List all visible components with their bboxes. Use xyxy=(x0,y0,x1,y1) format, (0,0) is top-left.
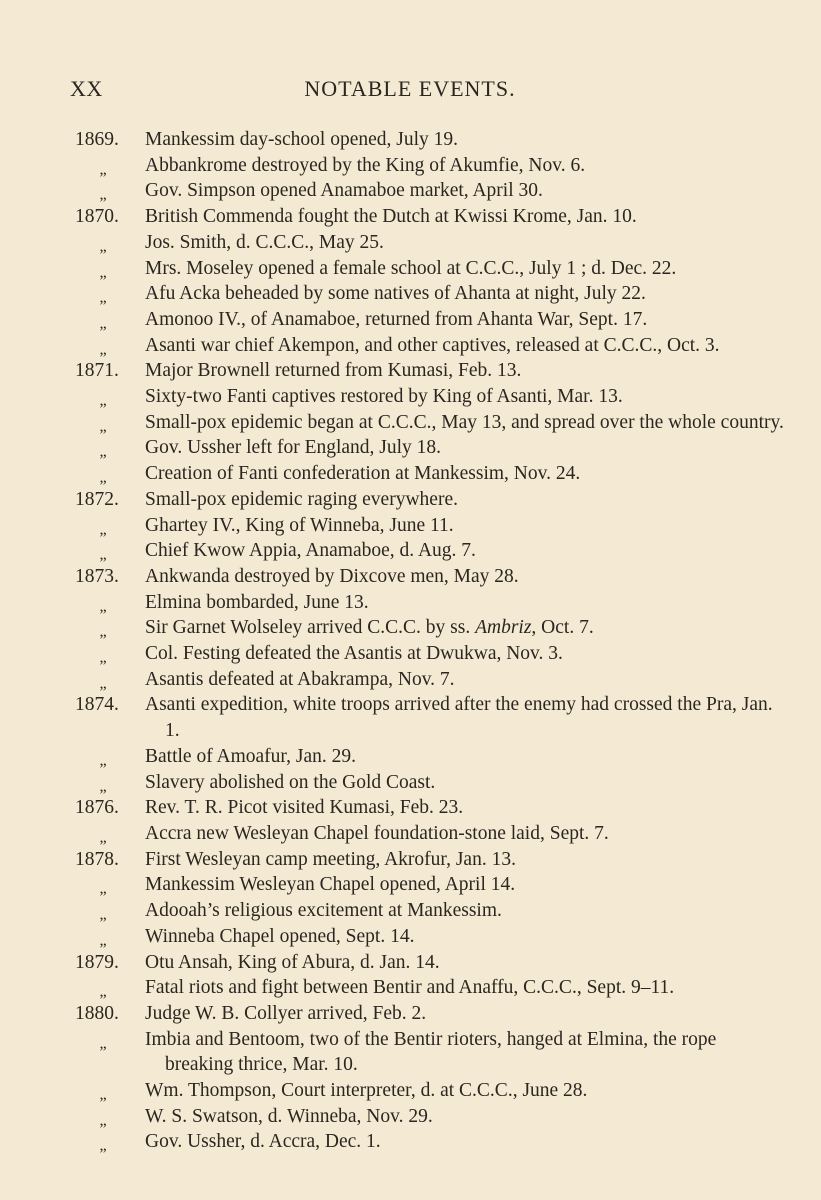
event-year: 1878. xyxy=(75,848,119,870)
event-text: Ghartey IV., King of Winneba, June 11. xyxy=(145,514,454,536)
event-year: 1876. xyxy=(75,797,119,819)
event-text: Slavery abolished on the Gold Coast. xyxy=(145,771,436,793)
event-entry xyxy=(0,256,821,282)
event-entry xyxy=(0,1001,821,1027)
event-entry xyxy=(0,153,821,179)
event-year: 1873. xyxy=(75,565,119,587)
event-text: Adooah’s religious excitement at Mankessim. xyxy=(145,900,502,922)
event-text: Imbia and Bentoom, two of the Bentir rioters, hanged at Elmina, the rope breaking thrice, Mar. 10. xyxy=(145,1028,717,1076)
ditto-mark: „ xyxy=(99,1034,107,1052)
event-text: Mankessim Wesleyan Chapel opened, April 14. xyxy=(145,874,516,896)
event-text: Ankwanda destroyed by Dixcove men, May 28. xyxy=(145,565,519,587)
event-text: Otu Ansah, King of Abura, d. Jan. 14. xyxy=(145,951,440,973)
ditto-mark: „ xyxy=(99,1137,107,1155)
events-list xyxy=(0,127,821,1155)
event-entry xyxy=(0,487,821,513)
ditto-mark: „ xyxy=(99,186,107,204)
event-text: Amonoo IV., of Anamaboe, returned from Ahanta War, Sept. 17. xyxy=(145,308,648,330)
event-text: Winneba Chapel opened, Sept. 14. xyxy=(145,925,415,947)
ship-name: Ambriz xyxy=(475,617,532,639)
ditto-mark: „ xyxy=(99,417,107,435)
event-entry xyxy=(0,435,821,461)
ditto-mark: „ xyxy=(99,623,107,641)
event-entry xyxy=(0,538,821,564)
event-entry xyxy=(0,898,821,924)
event-text: Accra new Wesleyan Chapel foundation-stone laid, Sept. 7. xyxy=(145,822,609,844)
event-text: Gov. Ussher left for England, July 18. xyxy=(145,437,442,459)
event-text: Asanti expedition, white troops arrived after the enemy had crossed the Pra, Jan. 1. xyxy=(145,694,773,742)
event-entry xyxy=(0,461,821,487)
ditto-mark: „ xyxy=(99,597,107,615)
event-text: Gov. Simpson opened Anamaboe market, April 30. xyxy=(145,180,543,202)
ditto-mark: „ xyxy=(99,880,107,898)
event-entry xyxy=(0,513,821,539)
ditto-mark: „ xyxy=(99,443,107,461)
event-text: Jos. Smith, d. C.C.C., May 25. xyxy=(145,231,384,253)
ditto-mark: „ xyxy=(99,263,107,281)
ditto-mark: „ xyxy=(99,520,107,538)
ditto-mark: „ xyxy=(99,751,107,769)
event-text: Abbankrome destroyed by the King of Akumfie, Nov. 6. xyxy=(145,154,586,176)
event-entry xyxy=(0,204,821,230)
ditto-mark: „ xyxy=(99,1086,107,1104)
event-text: Major Brownell returned from Kumasi, Feb. 13. xyxy=(145,360,522,382)
event-entry xyxy=(0,847,821,873)
event-text: Mrs. Moseley opened a female school at C.C.C., July 1 ; d. Dec. 22. xyxy=(145,257,677,279)
event-text: Creation of Fanti confederation at Mankessim, Nov. 24. xyxy=(145,463,581,485)
ditto-mark: „ xyxy=(99,931,107,949)
ditto-mark: „ xyxy=(99,237,107,255)
event-text: Fatal riots and fight between Bentir and Anaffu, C.C.C., Sept. 9–11. xyxy=(145,977,675,999)
event-entry xyxy=(0,281,821,307)
ditto-mark: „ xyxy=(99,469,107,487)
event-entry xyxy=(0,590,821,616)
event-entry xyxy=(0,384,821,410)
event-entry xyxy=(0,1129,821,1155)
event-year: 1879. xyxy=(75,951,119,973)
event-text: Gov. Ussher, d. Accra, Dec. 1. xyxy=(145,1131,381,1153)
ditto-mark: „ xyxy=(99,906,107,924)
ditto-mark: „ xyxy=(99,160,107,178)
page-title: NOTABLE EVENTS. xyxy=(304,76,516,101)
event-entry xyxy=(0,307,821,333)
event-entry xyxy=(0,744,821,770)
event-text-part: , Oct. 7. xyxy=(531,617,594,639)
event-entry xyxy=(0,1027,821,1078)
event-entry xyxy=(0,230,821,256)
event-entry xyxy=(0,358,821,384)
event-entry xyxy=(0,950,821,976)
event-entry xyxy=(0,795,821,821)
event-entry xyxy=(0,615,821,641)
event-text: W. S. Swatson, d. Winneba, Nov. 29. xyxy=(145,1105,433,1127)
ditto-mark: „ xyxy=(99,314,107,332)
ditto-mark: „ xyxy=(99,392,107,410)
ditto-mark: „ xyxy=(99,983,107,1001)
event-entry xyxy=(0,564,821,590)
event-text: British Commenda fought the Dutch at Kwissi Krome, Jan. 10. xyxy=(145,206,637,228)
ditto-mark: „ xyxy=(99,546,107,564)
event-entry xyxy=(0,178,821,204)
event-year: 1869. xyxy=(75,129,119,150)
event-text: Small-pox epidemic began at C.C.C., May 13, and spread over the whole country. xyxy=(145,411,784,433)
event-text: Chief Kwow Appia, Anamaboe, d. Aug. 7. xyxy=(145,540,476,562)
event-year: 1871. xyxy=(75,360,119,382)
ditto-mark: „ xyxy=(99,649,107,667)
page-number: XX xyxy=(70,76,103,101)
event-text: Asanti war chief Akempon, and other captives, released at C.C.C., Oct. 3. xyxy=(145,334,720,356)
event-text: Afu Acka beheaded by some natives of Ahanta at night, July 22. xyxy=(145,283,646,305)
event-text xyxy=(145,615,785,641)
event-text: Judge W. B. Collyer arrived, Feb. 2. xyxy=(145,1002,427,1024)
event-entry xyxy=(0,975,821,1001)
event-text: Small-pox epidemic raging everywhere. xyxy=(145,488,458,510)
event-text: Elmina bombarded, June 13. xyxy=(145,591,369,613)
event-entry xyxy=(0,333,821,359)
ditto-mark: „ xyxy=(99,777,107,795)
event-text: First Wesleyan camp meeting, Akrofur, Jan. 13. xyxy=(145,848,516,870)
event-text: Battle of Amoafur, Jan. 29. xyxy=(145,745,356,767)
event-entry xyxy=(0,410,821,436)
event-entry xyxy=(0,872,821,898)
event-text: Col. Festing defeated the Asantis at Dwukwa, Nov. 3. xyxy=(145,643,563,665)
ditto-mark: „ xyxy=(99,340,107,358)
ditto-mark: „ xyxy=(99,674,107,692)
event-entry xyxy=(0,667,821,693)
event-year: 1870. xyxy=(75,206,119,228)
event-year: 1880. xyxy=(75,1002,119,1024)
event-year: 1874. xyxy=(75,694,119,716)
event-entry xyxy=(0,692,821,743)
event-text-part: Sir Garnet Wolseley arrived C.C.C. by ss. xyxy=(145,617,476,639)
event-entry xyxy=(0,1104,821,1130)
event-entry xyxy=(0,641,821,667)
ditto-mark: „ xyxy=(99,1111,107,1129)
event-text: Wm. Thompson, Court interpreter, d. at C.C.C., June 28. xyxy=(145,1080,588,1102)
ditto-mark: „ xyxy=(99,828,107,846)
event-text: Sixty-two Fanti captives restored by King of Asanti, Mar. 13. xyxy=(145,386,623,408)
ditto-mark: „ xyxy=(99,289,107,307)
page-header xyxy=(70,76,770,106)
event-text: Rev. T. R. Picot visited Kumasi, Feb. 23. xyxy=(145,797,464,819)
event-entry xyxy=(0,127,821,153)
event-text: Asantis defeated at Abakrampa, Nov. 7. xyxy=(145,668,455,690)
event-year: 1872. xyxy=(75,488,119,510)
event-entry xyxy=(0,924,821,950)
event-entry xyxy=(0,770,821,796)
event-text: Mankessim day-school opened, July 19. xyxy=(145,129,459,150)
event-entry xyxy=(0,1078,821,1104)
event-entry xyxy=(0,821,821,847)
